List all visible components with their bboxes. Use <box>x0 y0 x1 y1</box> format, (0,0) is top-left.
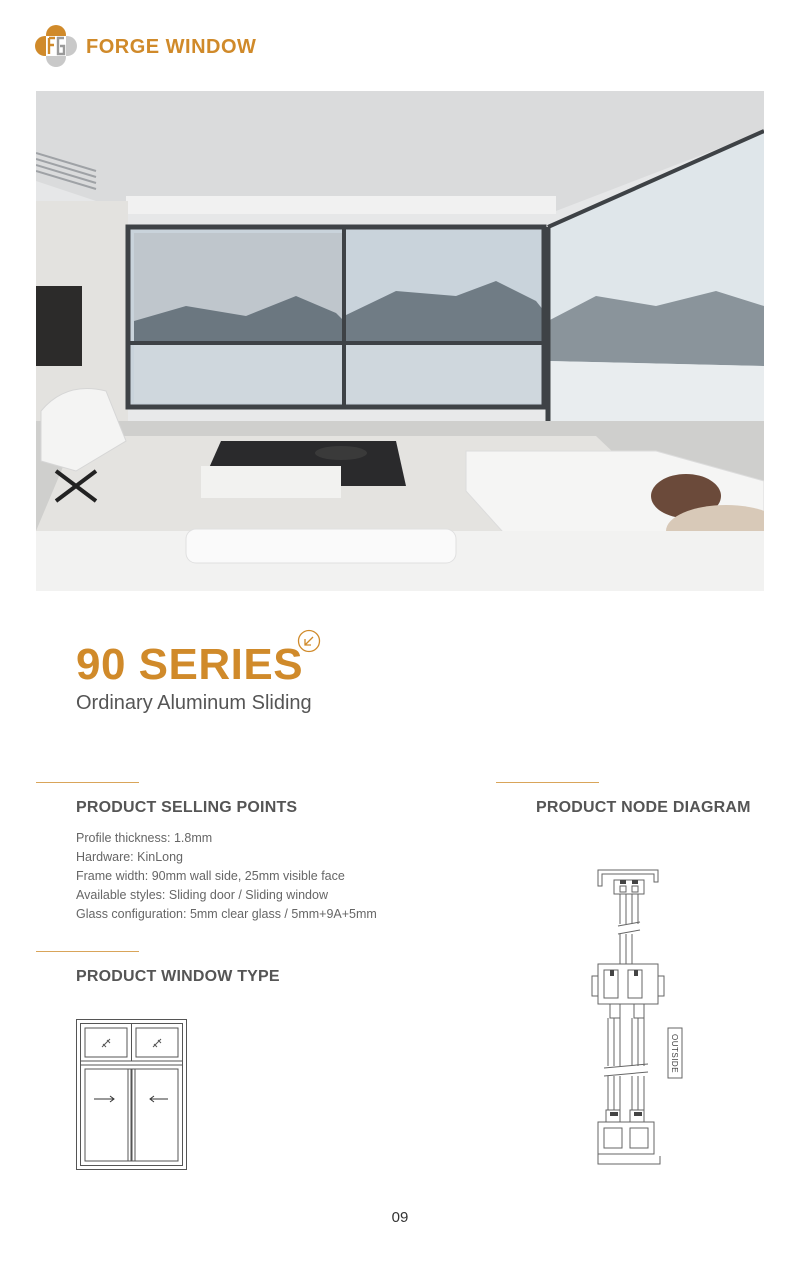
series-subtitle: Ordinary Aluminum Sliding <box>76 692 312 714</box>
section-divider <box>36 951 139 952</box>
list-item: Glass configuration: 5mm clear glass / 5mm+9A+5mm <box>76 907 377 921</box>
brand-name: FORGE WINDOW <box>86 36 257 58</box>
list-item: Frame width: 90mm wall side, 25mm visible face <box>76 869 345 883</box>
node-diagram-title: PRODUCT NODE DIAGRAM <box>536 799 751 816</box>
outside-label-box <box>668 1028 682 1078</box>
arrow-down-left-icon <box>297 629 321 653</box>
selling-points-list <box>76 829 377 924</box>
series-title: 90 SERIES <box>76 640 304 689</box>
page-number: 09 <box>391 1209 409 1226</box>
outside-label: OUTSIDE <box>670 1033 680 1073</box>
section-divider <box>496 782 599 783</box>
window-type-title: PRODUCT WINDOW TYPE <box>76 968 280 985</box>
selling-points-title: PRODUCT SELLING POINTS <box>76 799 298 816</box>
list-item: Hardware: KinLong <box>76 850 184 864</box>
list-item: Profile thickness: 1.8mm <box>76 831 213 845</box>
node-section-diagram <box>588 864 698 1176</box>
section-divider <box>36 782 139 783</box>
list-item: Available styles: Sliding door / Sliding window <box>76 888 328 902</box>
window-type-diagram <box>76 1019 188 1171</box>
hero-photo <box>36 91 764 591</box>
brand-logo-icon <box>34 24 78 68</box>
